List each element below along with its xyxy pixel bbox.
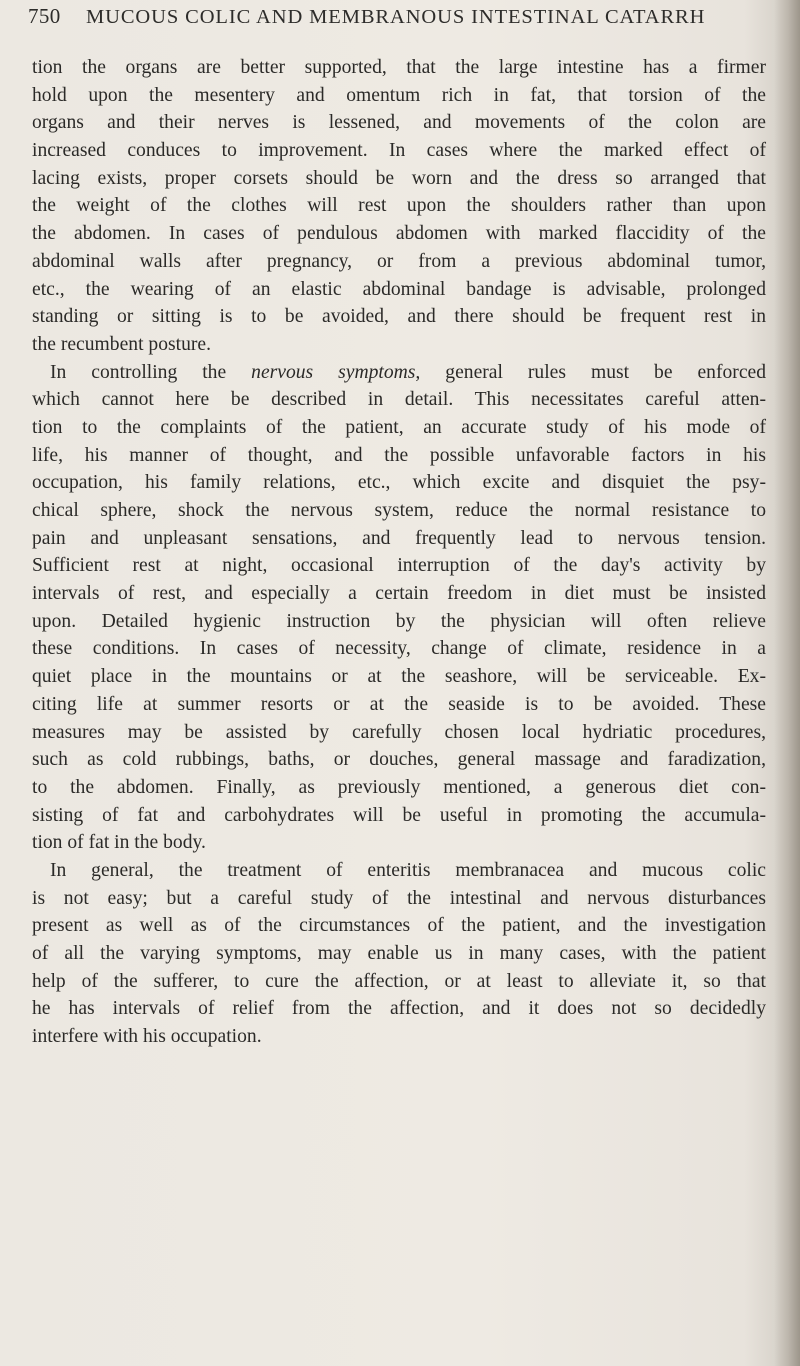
text-line: sisting of fat and carbohydrates will be useful in promoting the accumula-	[32, 804, 766, 826]
text-line: present as well as of the circumstances of the patient, and the investigation	[32, 915, 766, 937]
text-line: chical sphere, shock the nervous system, reduce the normal resistance to	[32, 500, 766, 521]
text-line: measures may be assisted by carefully chosen local hydriatic procedures,	[32, 721, 766, 743]
text-line: such as cold rubbings, baths, or douches, general massage and faradization,	[32, 749, 766, 771]
text-line: standing or sitting is to be avoided, and there should be frequent rest in	[32, 306, 766, 328]
text-line: Sufficient rest at night, occasional interruption of the day's activity by	[32, 555, 766, 577]
text-line: pain and unpleasant sensations, and frequently lead to nervous tension.	[32, 527, 766, 549]
running-title: MUCOUS COLIC AND MEMBRANOUS INTESTINAL CATARRH	[86, 6, 706, 28]
text-run: In controlling the	[50, 361, 227, 383]
text-line: he has intervals of relief from the affection, and it does not so decidedly	[32, 998, 766, 1020]
text-line: increased conduces to improvement. In cases where the marked effect of	[32, 140, 766, 162]
text-line: the recumbent posture.	[32, 333, 212, 355]
text-line: organs and their nerves is lessened, and movements of the colon are	[32, 112, 766, 134]
text-line: these conditions. In cases of necessity, change of climate, residence in a	[32, 638, 766, 660]
text-line: life, his manner of thought, and the possible unfavorable factors in his	[32, 444, 766, 466]
text-line: tion the organs are better supported, that the large intestine has a firmer	[32, 57, 766, 78]
text-line: quiet place in the mountains or at the seashore, will be serviceable. Ex-	[32, 666, 766, 688]
text-line: occupation, his family relations, etc., which excite and disquiet the psy-	[32, 472, 766, 494]
text-line: upon. Detailed hygienic instruction by the physician will often relieve	[32, 610, 766, 632]
text-line: In general, the treatment of enteritis membranacea and mucous colic	[50, 859, 766, 881]
text-line: lacing exists, proper corsets should be worn and the dress so arranged that	[32, 167, 766, 189]
text-line: etc., the wearing of an elastic abdominal bandage is advisable, prolonged	[32, 278, 766, 300]
text-line: tion of fat in the body.	[32, 832, 206, 854]
text-line: interfere with his occupation.	[32, 1026, 262, 1048]
text-line: help of the sufferer, to cure the affection, or at least to alleviate it, so that	[32, 970, 766, 992]
text-line: is not easy; but a careful study of the intestinal and nervous disturbances	[32, 887, 766, 909]
text-line: the abdomen. In cases of pendulous abdomen with marked flaccidity of the	[32, 223, 766, 245]
text-line: to the abdomen. Finally, as previously mentioned, a generous diet con-	[32, 776, 766, 798]
text-line: which cannot here be described in detail. This necessitates careful atten-	[32, 389, 766, 411]
text-line-with-emphasis	[32, 359, 766, 387]
emphasis-nervous-symptoms: nervous symptoms,	[251, 361, 421, 383]
text-line: intervals of rest, and especially a certain freedom in diet must be insisted	[32, 583, 766, 605]
text-line: the weight of the clothes will rest upon the shoulders rather than upon	[32, 195, 766, 217]
page-number: 750	[28, 4, 61, 28]
text-line: hold upon the mesentery and omentum rich in fat, that torsion of the	[32, 84, 766, 106]
page-edge-shadow	[774, 0, 800, 1366]
running-head	[28, 4, 768, 44]
body-text	[32, 54, 766, 1051]
text-line: of all the varying symptoms, may enable us in many cases, with the patient	[32, 943, 766, 964]
text-line: abdominal walls after pregnancy, or from a previous abdominal tumor,	[32, 250, 766, 272]
text-line: citing life at summer resorts or at the seaside is to be avoided. These	[32, 693, 766, 715]
text-run: general rules must be enforced	[445, 361, 767, 383]
text-line: tion to the complaints of the patient, an accurate study of his mode of	[32, 416, 766, 438]
